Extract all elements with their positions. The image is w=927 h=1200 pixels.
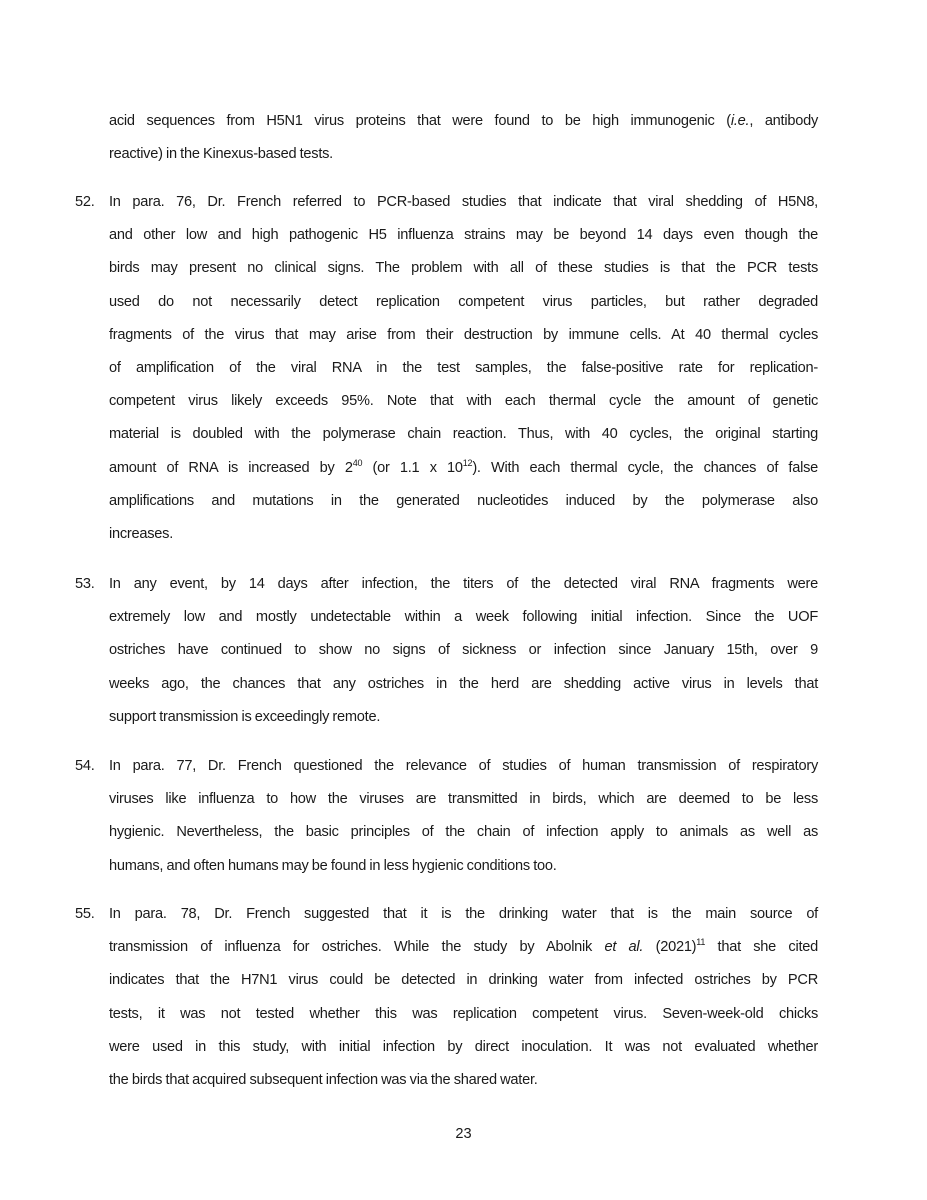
paragraph-54 — [75, 750, 818, 883]
page-number: 23 — [455, 1126, 472, 1142]
paragraph-number: 55. — [75, 906, 95, 922]
text-line: used do not necessarily detect replication competent virus particles, but rather degraded — [109, 293, 818, 310]
paragraph-55 — [75, 898, 818, 1097]
paragraph-number: 53. — [75, 576, 95, 592]
text-line: were used in this study, with initial infection by direct inoculation. It was not evaluated whether — [109, 1038, 818, 1055]
paragraph-53 — [75, 568, 818, 734]
text-line: ostriches have continued to show no signs of sickness or infection since January 15th, over 9 — [109, 642, 818, 659]
text-line: humans, and often humans may be found in less hygienic conditions too. — [109, 857, 557, 874]
text-line: In para. 76, Dr. French referred to PCR-based studies that indicate that viral shedding of H5N8, — [109, 194, 818, 210]
text-line: transmission of influenza for ostriches. While the study by Abolnik et al. $(2021)^{11}$ that she cited — [109, 937, 818, 956]
text-line: acid sequences from H5N1 virus proteins that were found to be high immunogenic (i.e., antibody — [109, 113, 818, 129]
continuation-paragraph — [109, 105, 818, 171]
text-line: increases. — [109, 526, 174, 543]
text-line: extremely low and mostly undetectable within a week following initial infection. Since the UOF — [109, 609, 818, 626]
text-line: hygienic. Nevertheless, the basic principles of the chain of infection apply to animals as well as — [109, 824, 818, 841]
paragraph-number: 54. — [75, 758, 95, 774]
text-line: weeks ago, the chances that any ostriches in the herd are shedding active virus in levels that — [109, 675, 818, 692]
text-line: In any event, by 14 days after infection, the titers of the detected viral RNA fragments were — [109, 576, 818, 592]
text-line: tests, it was not tested whether this was replication competent virus. Seven-week-old chicks — [109, 1005, 818, 1022]
text-line: In para. 77, Dr. French questioned the relevance of studies of human transmission of respiratory — [109, 758, 818, 774]
superscript: 40 — [352, 457, 363, 468]
superscript: 12 — [462, 457, 473, 468]
paragraph-52 — [75, 186, 819, 551]
text-line: viruses like influenza to how the viruses are transmitted in birds, which are deemed to be less — [109, 791, 818, 808]
text-line: the birds that acquired subsequent infection was via the shared water. — [109, 1072, 538, 1089]
italic-text: i.e. — [730, 113, 750, 129]
text-line: of amplification of the viral RNA in the test samples, the false-positive rate for replication- — [109, 360, 818, 377]
text-line: reactive) in the Kinexus-based tests. — [109, 146, 333, 163]
text-line: competent virus likely exceeds 95%. Note that with each thermal cycle the amount of genetic — [109, 393, 818, 410]
paragraph-number: 52. — [75, 194, 95, 210]
superscript: 11 — [696, 937, 706, 948]
text-line: In para. 78, Dr. French suggested that it is the drinking water that is the main source of — [109, 906, 818, 922]
text-line: and other low and high pathogenic H5 influenza strains may be beyond 14 days even though the — [109, 227, 818, 244]
text-line: material is doubled with the polymerase chain reaction. Thus, with 40 cycles, the original starting — [109, 426, 818, 443]
text-line: support transmission is exceedingly remote. — [109, 708, 381, 725]
text-line: birds may present no clinical signs. The problem with all of these studies is that the PCR tests — [109, 260, 818, 277]
text-line: fragments of the virus that may arise from their destruction by immune cells. At 40 thermal cycles — [109, 326, 818, 343]
text-line: indicates that the H7N1 virus could be detected in drinking water from infected ostriches by PCR — [109, 972, 818, 989]
text-line: amount of RNA is increased by $2^{40}$ (or 1.1 x $10^{12}$). With each thermal cycle, the chances of false — [109, 457, 819, 476]
text-line: amplifications and mutations in the generated nucleotides induced by the polymerase also — [109, 492, 818, 509]
italic-text: et al. — [604, 939, 644, 956]
